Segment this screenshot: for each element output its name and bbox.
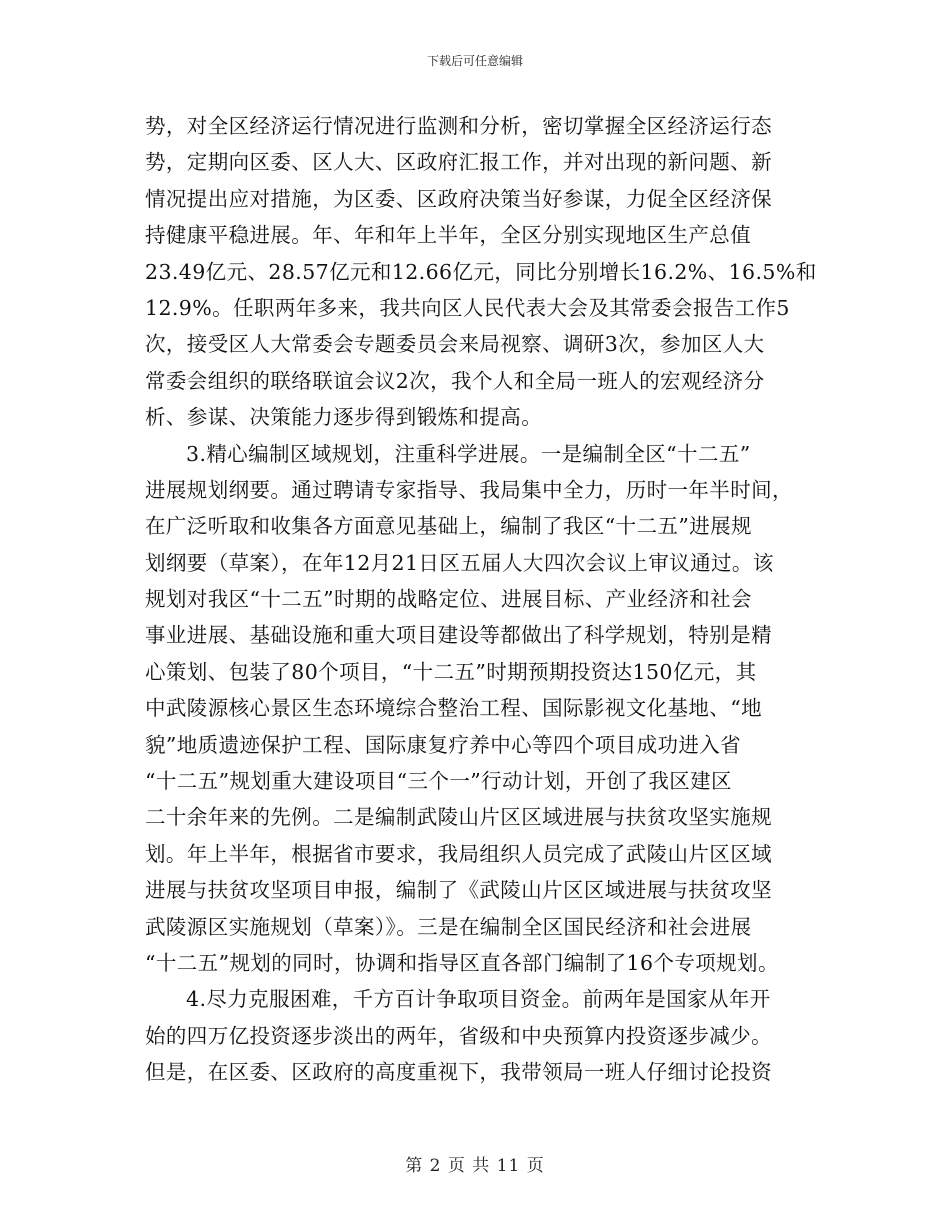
text-line: 但是，在区委、区政府的高度重视下，我带领局一班人仔细讨论投资 (145, 1060, 772, 1085)
page-number: 第 2 页 共 11 页 (405, 1156, 545, 1176)
text-line: “十二五”规划的同时，协调和指导区直各部门编制了16个专项规划。 (145, 950, 779, 975)
text-line: 情况提出应对措施，为区委、区政府决策当好参谋，力促全区经济保 (145, 186, 772, 211)
text-line: 进展规划纲要。通过聘请专家指导、我局集中全力，历时一年半时间， (145, 477, 793, 502)
text-line: 划纲要（草案），在年12月21日区五届人大四次会议上审议通过。该 (145, 550, 774, 575)
text-line: 23.49亿元、28.57亿元和12.66亿元，同比分别增长16.2%、16.5%和 (145, 259, 817, 284)
text-line: 规划对我区“十二五”时期的战略定位、进展目标、产业经济和社会 (145, 587, 752, 612)
text-line: 持健康平稳进展。年、年和年上半年，全区分别实现地区生产总值 (145, 223, 752, 248)
text-line: 武陵源区实施规划（草案）》。三是在编制全区国民经济和社会进展 (145, 914, 752, 939)
page-header: 下载后可任意编辑 (426, 54, 523, 68)
text-line: 12.9%。任职两年多来，我共向区人民代表大会及其常委会报告工作5 (145, 295, 790, 320)
text-line: 貌”地质遗迹保护工程、国际康复疗养中心等四个项目成功进入省 (145, 732, 742, 757)
text-line: 始的四万亿投资逐步淡出的两年，省级和中央预算内投资逐步减少。 (145, 1023, 772, 1048)
text-line: 势，对全区经济运行情况进行监测和分析，密切掌握全区经济运行态 (145, 114, 772, 138)
paragraph-4-start: 4.尽力克服困难，千方百计争取项目资金。前两年是国家从年开 (186, 987, 771, 1012)
text-line: 势，定期向区委、区人大、区政府汇报工作，并对出现的新问题、新 (145, 150, 772, 175)
paragraph-3-start: 3.精心编制区域规划，注重科学进展。一是编制全区“十二五” (186, 441, 751, 466)
text-line: 事业进展、基础设施和重大项目建设等都做出了科学规划，特别是精 (145, 623, 772, 648)
text-line: 常委会组织的联络联谊会议2次，我个人和全局一班人的宏观经济分 (145, 368, 765, 393)
text-line: 次，接受区人大常委会专题委员会来局视察、调研3次，参加区人大 (145, 332, 765, 357)
text-line: 二十余年来的先例。二是编制武陵山片区区域进展与扶贫攻坚实施规 (145, 805, 772, 830)
text-line: 进展与扶贫攻坚项目申报，编制了《武陵山片区区域进展与扶贫攻坚 (145, 878, 772, 903)
text-line: 析、参谋、决策能力逐步得到锻炼和提高。 (145, 405, 543, 430)
text-line: “十二五”规划重大建设项目“三个一”行动计划，开创了我区建区 (145, 769, 732, 794)
body-text (145, 108, 817, 1091)
text-line: 中武陵源核心景区生态环境综合整治工程、国际影视文化基地、“地 (145, 696, 762, 721)
text-line: 心策划、包装了80个项目，“十二五”时期预期投资达150亿元，其 (145, 659, 757, 684)
text-line: 划。年上半年，根据省市要求，我局组织人员完成了武陵山片区区域 (145, 841, 772, 866)
text-line: 在广泛听取和收集各方面意见基础上，编制了我区“十二五”进展规 (145, 514, 752, 539)
